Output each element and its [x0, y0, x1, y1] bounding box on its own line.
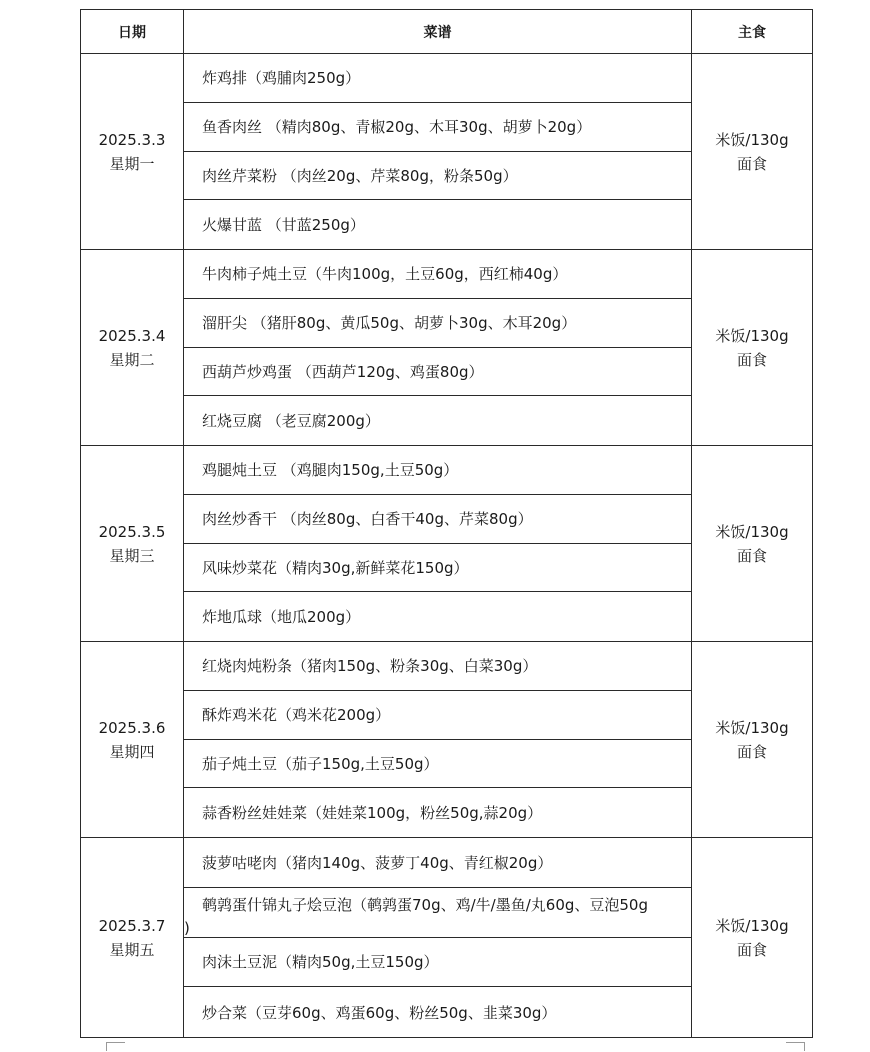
dish-item — [184, 396, 691, 445]
weekday-text: 星期五 — [109, 940, 155, 959]
dish-item — [184, 642, 691, 691]
dish-item — [184, 348, 691, 397]
dish-text-overflow: ) — [184, 918, 190, 937]
dish-item — [184, 54, 691, 103]
dish-text: 火爆甘蓝 （甘蓝250g） — [202, 216, 365, 235]
dish-text: 溜肝尖 （猪肝80g、黄瓜50g、胡萝卜30g、木耳20g） — [202, 314, 577, 333]
weekday-text: 星期四 — [109, 742, 155, 761]
date-cell — [81, 54, 184, 250]
staple-text: 面食 — [736, 154, 767, 173]
dish-text: 肉沫土豆泥（精肉50g,土豆150g） — [202, 953, 439, 972]
day-row — [81, 642, 813, 838]
dishes-cell — [184, 838, 692, 1038]
dish-item — [184, 152, 691, 201]
dish-item — [184, 250, 691, 299]
day-row — [81, 446, 813, 642]
dish-text: 茄子炖土豆（茄子150g,土豆50g） — [202, 754, 439, 773]
dish-item — [184, 299, 691, 348]
dish-item — [184, 495, 691, 544]
dishes-cell — [184, 642, 692, 838]
staple-text: 面食 — [736, 546, 767, 565]
date-cell — [81, 838, 184, 1038]
staple-text: 面食 — [736, 940, 767, 959]
dish-text: 炸鸡排（鸡脯肉250g） — [202, 69, 361, 88]
staple-text: 米饭/130g — [715, 130, 789, 149]
dish-text: 鹌鹑蛋什锦丸子烩豆泡（鹌鹑蛋70g、鸡/牛/墨鱼/丸60g、豆泡50g — [202, 895, 648, 914]
dish-item — [184, 888, 691, 938]
dish-text: 酥炸鸡米花（鸡米花200g） — [202, 706, 391, 725]
dish-item — [184, 987, 691, 1037]
dish-item — [184, 103, 691, 152]
dish-text: 肉丝炒香干 （肉丝80g、白香干40g、芹菜80g） — [202, 510, 533, 529]
dishes-cell — [184, 250, 692, 446]
date-cell — [81, 250, 184, 446]
dish-item — [184, 446, 691, 495]
staple-text: 面食 — [736, 350, 767, 369]
dish-item — [184, 788, 691, 837]
dish-item — [184, 938, 691, 988]
dish-item — [184, 838, 691, 888]
page-corner-mark-left — [106, 1042, 125, 1051]
dish-item — [184, 740, 691, 789]
staple-cell — [692, 446, 813, 642]
date-text: 2025.3.3 — [98, 130, 166, 149]
dish-text: 牛肉柿子炖土豆（牛肉100g，土豆60g，西红柿40g） — [202, 265, 568, 284]
dish-text: 炸地瓜球（地瓜200g） — [202, 608, 361, 627]
day-row — [81, 54, 813, 250]
dishes-cell — [184, 446, 692, 642]
date-cell — [81, 446, 184, 642]
dish-text: 鱼香肉丝 （精肉80g、青椒20g、木耳30g、胡萝卜20g） — [202, 118, 592, 137]
dishes-cell — [184, 54, 692, 250]
day-row — [81, 838, 813, 1038]
header-date: 日期 — [81, 10, 184, 54]
date-text: 2025.3.4 — [98, 326, 166, 345]
date-text: 2025.3.7 — [98, 916, 166, 935]
dish-text: 菠萝咕咾肉（猪肉140g、菠萝丁40g、青红椒20g） — [202, 853, 553, 872]
staple-text: 米饭/130g — [715, 326, 789, 345]
menu-body — [81, 54, 813, 1038]
dish-item — [184, 544, 691, 593]
day-row — [81, 250, 813, 446]
staple-text: 米饭/130g — [715, 718, 789, 737]
dish-text: 鸡腿炖土豆 （鸡腿肉150g,土豆50g） — [202, 461, 459, 480]
date-cell — [81, 642, 184, 838]
staple-text: 面食 — [736, 742, 767, 761]
staple-cell — [692, 54, 813, 250]
weekday-text: 星期一 — [109, 154, 155, 173]
dish-text: 红烧肉炖粉条（猪肉150g、粉条30g、白菜30g） — [202, 657, 538, 676]
menu-table — [80, 9, 813, 1038]
header-row — [81, 10, 813, 54]
page-corner-mark-right — [786, 1042, 805, 1051]
dish-text: 炒合菜（豆芽60g、鸡蛋60g、粉丝50g、韭菜30g） — [202, 1003, 557, 1022]
dish-text: 西葫芦炒鸡蛋 （西葫芦120g、鸡蛋80g） — [202, 362, 484, 381]
staple-cell — [692, 838, 813, 1038]
weekday-text: 星期二 — [109, 350, 155, 369]
staple-cell — [692, 642, 813, 838]
dish-text: 肉丝芹菜粉 （肉丝20g、芹菜80g，粉条50g） — [202, 166, 518, 185]
weekday-text: 星期三 — [109, 546, 155, 565]
header-menu: 菜谱 — [184, 10, 692, 54]
date-text: 2025.3.6 — [98, 718, 166, 737]
date-text: 2025.3.5 — [98, 522, 166, 541]
dish-item — [184, 592, 691, 641]
dish-item — [184, 691, 691, 740]
header-staple: 主食 — [692, 10, 813, 54]
staple-cell — [692, 250, 813, 446]
dish-text: 蒜香粉丝娃娃菜（娃娃菜100g，粉丝50g,蒜20g） — [202, 804, 543, 823]
staple-text: 米饭/130g — [715, 522, 789, 541]
dish-text: 红烧豆腐 （老豆腐200g） — [202, 412, 380, 431]
staple-text: 米饭/130g — [715, 916, 789, 935]
dish-item — [184, 200, 691, 249]
dish-text: 风味炒菜花（精肉30g,新鲜菜花150g） — [202, 558, 469, 577]
